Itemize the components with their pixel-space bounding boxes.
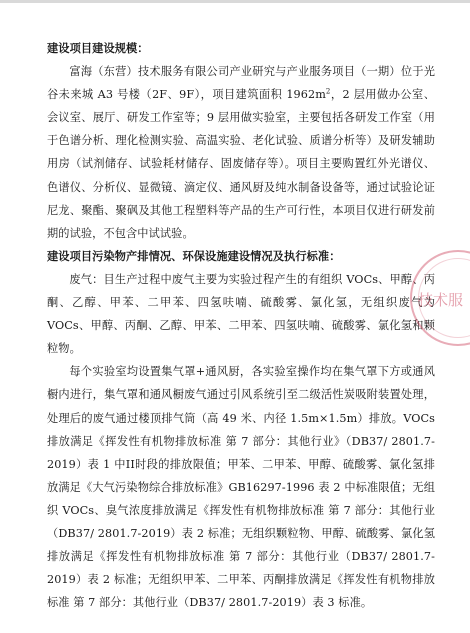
page-top-rule [0, 0, 470, 3]
seal-inner-ring [418, 258, 470, 338]
area-unit-superscript: 2 [325, 87, 331, 96]
seal-text: 技术服 [418, 291, 464, 309]
treatment-standards-paragraph: 每个实验室均设置集气罩+通风厨，各实验室操作均在集气罩下方或通风橱内进行，集气罩和通风橱废气通过引风系统引至二级活性炭吸附装置处理，处理后的废气通过楼顶排气筒（高 49 米、内径 1.5m×1.5m）排放。VOCs 排放满足《挥发性有机物排放标准 第 7 部分：其他行业》（DB37/ 2801.7-2019）表 1 中II时段的排放限值；甲苯、二甲苯、甲醇、硫酸雾、氯化氢排放满足《大气污染物综合排放标准》GB16297-1996 表 2 中标准限值；无组织 VOCs、臭气浓度排放满足《挥发性有机物排放标准 第 7 部分：其他行业（DB37/ 2801.7-2019）表 2 标准；无组织颗粒物、甲醇、硫酸雾、氯化氢排放满足《挥发性有机物排放标准 第 7 部分：其他行业（DB37/ 2801.7-2019）表 2 标准；无组织甲苯、二甲苯、丙酮排放满足《挥发性有机物排放标准 第 7 部分：其他行业（DB37/ 2801.7-2019）表 3 标准。 [47, 365, 435, 610]
document-body [47, 37, 435, 614]
waste-gas-paragraph: 废气：目生产过程中废气主要为实验过程产生的有组织 VOCs、甲醇、丙酮、乙醇、甲苯、二甲苯、四氢呋喃、硫酸雾、氯化氢，无组织废气为 VOCs、甲醇、丙酮、乙醇、甲苯、二甲苯、四氢呋喃、硫酸雾、氯化氢和颗粒物。 [47, 272, 435, 356]
scale-paragraph-text-a: 富海（东营）技术服务有限公司产业研究与产业服务项目（一期）位于光谷未来城 A3 号楼（2F、9F），项目建筑面积 1962m [47, 65, 435, 102]
section-heading-scale: 建设项目建设规模： [47, 41, 149, 55]
scale-paragraph [47, 60, 435, 245]
section-heading-pollutants: 建设项目污染物产排情况、环保设施建设情况及执行标准： [47, 248, 341, 263]
scale-paragraph-text-b: ，2 层用做办公室、会议室、展厅、研发工作室等；9 层用做实验室，主要包括各研发工作室（用于色谱分析、理化检测实验、高温实验、老化试验、质谱分析等）及研发辅助用房（试剂储存、试验耗材储存、固废储存等）。项目主要购置红外光谱仪、色谱仪、分析仪、显微镜、滴定仪、通风厨及纯水制备设备等，通过试验论证尼龙、聚酯、聚砜及其他工程塑料等产品的生产可行性，本项目仅进行研发前期的试验，不包含中试试验。 [47, 88, 435, 240]
